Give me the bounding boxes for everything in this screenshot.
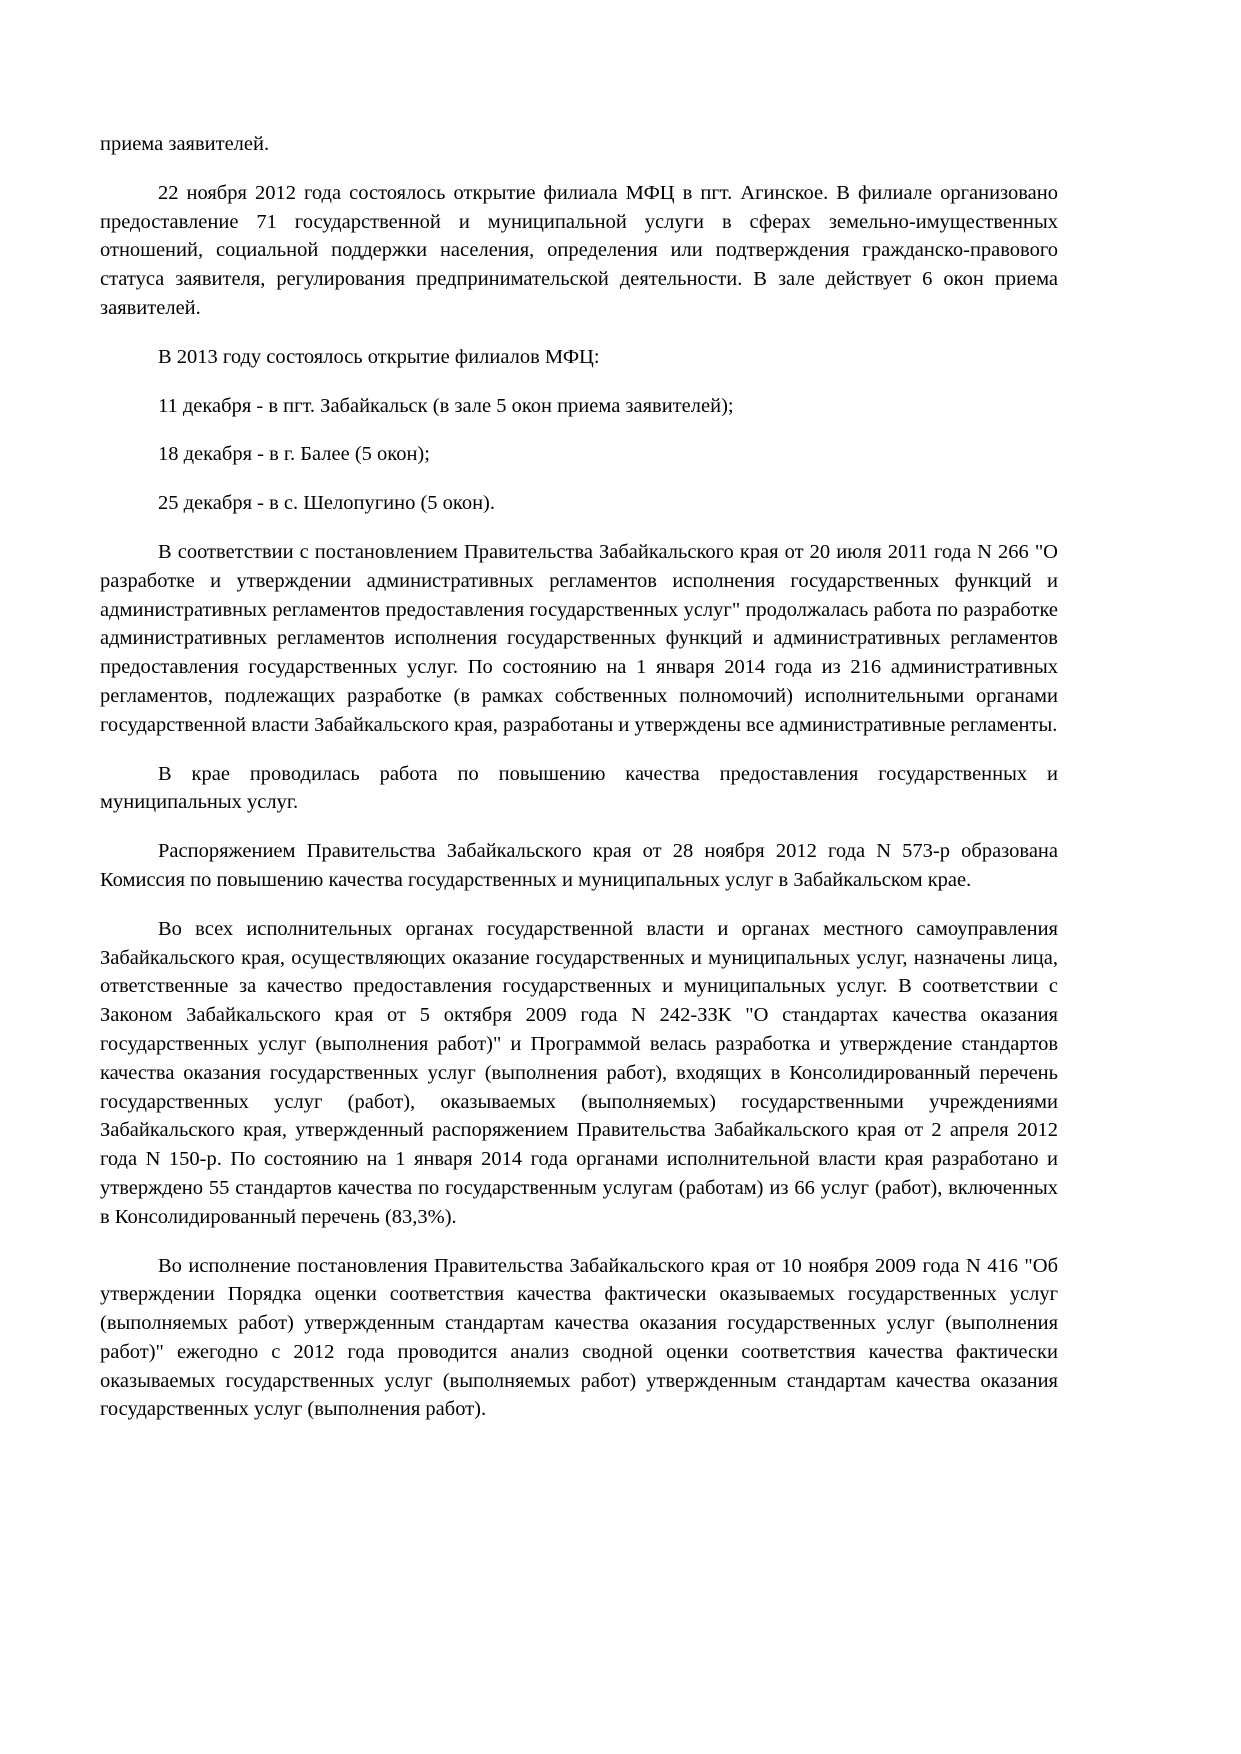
paragraph-continuation: приема заявителей.: [100, 133, 270, 155]
list-item-shelopugino: 25 декабря - в с. Шелопугино (5 окон).: [158, 492, 495, 515]
list-item-balei: 18 декабря - в г. Балее (5 окон);: [158, 443, 430, 466]
paragraph-otvetstvennye-lica: Во всех исполнительных органах государственной власти и органах местного самоуправления Забайкальского края, осуществляющих оказание государственных и муниципальных услуг, назначены лица, ответственные за качество предоставления государственных и муниципальных услуг. В соответствии с Законом Забайкальского края от 5 октября 2009 года N 242-ЗЗК "О стандартах качества оказания государственных услуг (выполнения работ)" и Программой велась разработка и утверждение стандартов качества оказания государственных услуг (выполнения работ), входящих в Консолидированный перечень государственных услуг (работ), оказываемых (выполняемых) государственными учреждениями Забайкальского края, утвержденный распоряжением Правительства Забайкальского края от 2 апреля 2012 года N 150-р. По состоянию на 1 января 2014 года органами исполнительной власти края разработано и утверждено 55 стандартов качества по государственным услугам (работам) из 66 услуг (работ), включенных в Консолидированный перечень (83,3%).: [100, 917, 1058, 1228]
paragraph-kachestvo-uslug: В крае проводилась работа по повышению качества предоставления государственных и муниципальных услуг.: [100, 762, 1058, 814]
paragraph-2013-intro: В 2013 году состоялось открытие филиалов МФЦ:: [158, 345, 600, 368]
paragraph-postanovlenie-266: В соответствии с постановлением Правительства Забайкальского края от 20 июля 2011 года N 266 "О разработке и утверждении административных регламентов исполнения государственных функций и административных регламентов предоставления государственных услуг" продолжалась работа по разработке административных регламентов исполнения государственных функций и административных регламентов предоставления государственных услуг. По состоянию на 1 января 2014 года из 216 административных регламентов, подлежащих разработке (в рамках собственных полномочий) исполнительными органами государственной власти Забайкальского края, разработаны и утверждены все административные регламенты.: [100, 540, 1058, 736]
paragraph-rasporyazhenie-573: Распоряжением Правительства Забайкальского края от 28 ноября 2012 года N 573-р образована Комиссия по повышению качества государственных и муниципальных услуг в Забайкальском крае.: [100, 840, 1058, 891]
paragraph-postanovlenie-416: Во исполнение постановления Правительства Забайкальского края от 10 ноября 2009 года N 416 "Об утверждении Порядка оценки соответствия качества фактически оказываемых государственных услуг (выполняемых работ) утвержденным стандартам качества оказания государственных услуг (выполнения работ)" ежегодно с 2012 года проводится анализ сводной оценки соответствия качества фактически оказываемых государственных услуг (выполняемых работ) утвержденным стандартам качества оказания государственных услуг (выполнения работ).: [100, 1254, 1058, 1421]
document-body: [100, 130, 1058, 1424]
list-item-zabaykalsk: 11 декабря - в пгт. Забайкальск (в зале 5 окон приема заявителей);: [158, 394, 734, 417]
paragraph-mfc-aginskoe: 22 ноября 2012 года состоялось открытие филиала МФЦ в пгт. Агинское. В филиале организовано предоставление 71 государственной и муниципальной услуги в сферах земельно-имущественных отношений, социальной поддержки населения, определения или подтверждения гражданско-правового статуса заявителя, регулирования предпринимательской деятельности. В зале действует 6 окон приема заявителей.: [100, 181, 1058, 319]
